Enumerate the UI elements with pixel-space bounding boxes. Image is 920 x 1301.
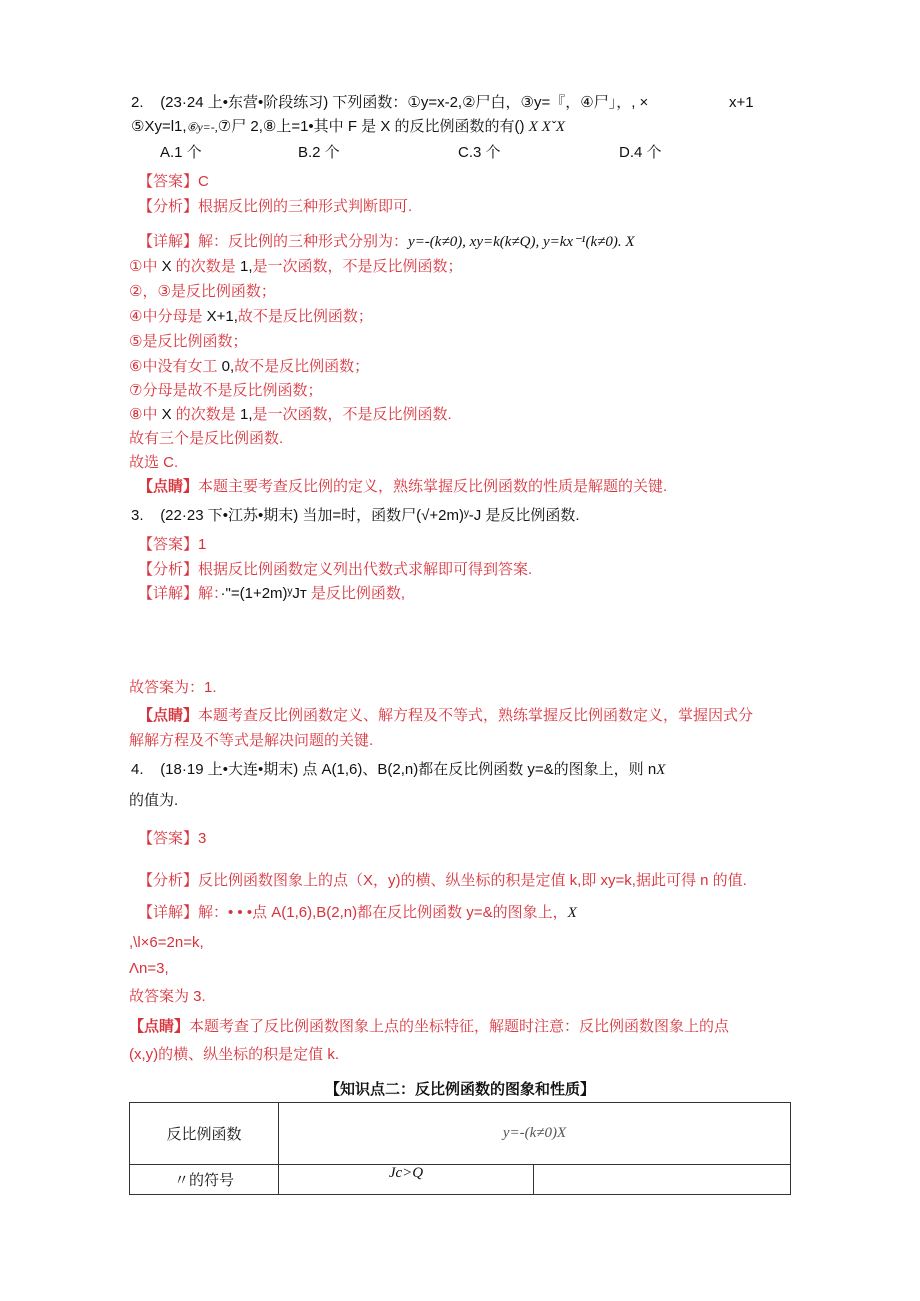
table-row (130, 1165, 791, 1195)
comment-text: 本题考查了反比例函数图象上点的坐标特征，解题时注意：反比例函数图象上的点 (189, 1018, 730, 1035)
detail-math: ·"=(1+2m)ʸJт (220, 585, 307, 602)
q4-number: 4. (131, 761, 144, 778)
step-text: 故不是反比例函数； (237, 308, 373, 325)
analysis-text: 反比例函数图象上的点（X，y)的横、纵坐标的积是定值 k,即 xy=k,据此可得 n 的值. (198, 872, 747, 889)
step-text: ②，③是反比例函数； (129, 283, 276, 300)
step-text: 1, (239, 406, 253, 423)
step-text: ⑦分母是故不是反比例函数； (129, 382, 323, 399)
step-text: C. (163, 454, 179, 471)
step-text: 是一次函数，不是反比例函数. (252, 406, 452, 423)
q3-stem-text: (22·23 下•江苏•期末) 当加=时，函数尸(√+2m)ʸ-J 是反比例函数. (160, 507, 580, 524)
q2-stem-line1 (131, 93, 648, 113)
q4-comment-cont: (x,y)的横、纵坐标的积是定值 k. (129, 1046, 339, 1063)
q4-step: Λn=3, (129, 960, 169, 977)
q2-step (129, 257, 463, 277)
table-cell-label: 反比例函数 (130, 1103, 279, 1165)
q2-number: 2. (131, 94, 144, 111)
q4-detail (138, 903, 577, 923)
q3-answer (138, 535, 206, 555)
step-text: 的次数是 (171, 258, 240, 275)
q3-number: 3. (131, 507, 144, 524)
step-text: 是一次函数，不是反比例函数； (252, 258, 463, 275)
option-c: C.3 个 (458, 144, 501, 161)
q2-stem1: (23·24 上•东营•阶段练习) 下列函数：①y=x-2,②尸白，③y=『，④尸」，, × (160, 94, 649, 111)
properties-table (129, 1102, 791, 1195)
analysis-label: 【分析】 (138, 198, 199, 215)
detail-text: 解：反比例的三种形式分别为： (198, 233, 409, 250)
step-text: 故选 (129, 454, 164, 471)
q4-stem-math: X (656, 762, 666, 778)
option-d: D.4 个 (619, 144, 662, 161)
q2-stem2-math: ⑥y=-, (186, 120, 218, 134)
q3-detail (138, 584, 405, 604)
step-text: 0, (221, 358, 235, 375)
q2-step (129, 332, 247, 352)
q2-step (129, 307, 373, 327)
detail-label: 【详解】 (138, 585, 199, 602)
comment-text: 本题考查反比例函数定义、解方程及不等式，熟练掌握反比例函数定义，掌握因式分 (198, 707, 754, 724)
q4-stem (131, 760, 665, 780)
q4-stem-text: (18·19 上•大连•期末) 点 A(1,6)、B(2,n)都在反比例函数 y=&的图象上，则 n (160, 761, 657, 778)
table-cell-formula: y=-(k≠0)X (279, 1103, 791, 1165)
answer-value: 3 (198, 830, 207, 847)
q2-stem2-rest: ⑦尸 2,⑧上=1•其中 F 是 X 的反比例函数的有() (217, 118, 525, 135)
q2-step (129, 429, 283, 449)
detail-label: 【详解】 (138, 904, 199, 921)
comment-label: 【点睛】 (138, 707, 199, 724)
q2-stem2: ⑤Xy=l1, (131, 118, 187, 135)
q2-comment (138, 477, 667, 497)
q2-analysis (138, 197, 412, 217)
table-cell-value: Jc>Q (279, 1165, 534, 1195)
q3-analysis (138, 560, 532, 580)
q2-answer (138, 172, 209, 192)
detail-math: y=-(k≠0), xy=k(k≠Q), y=kx⁻¹(k≠0). X (408, 234, 635, 250)
table-row (130, 1103, 791, 1165)
detail-math: X (567, 905, 577, 921)
step-text: X+1, (206, 308, 238, 325)
step-text: ④中分母是 (129, 308, 207, 325)
q4-analysis (138, 871, 747, 891)
q3-conclusion: 故答案为：1. (129, 679, 217, 696)
detail-text: 解： (198, 585, 221, 602)
analysis-text: 根据反比例的三种形式判断即可. (198, 198, 413, 215)
step-text: ①中 (129, 258, 162, 275)
option-a: A.1 个 (160, 144, 202, 161)
detail-text: 是反比例函数, (306, 585, 406, 602)
step-text: 的次数是 (171, 406, 240, 423)
q2-step (129, 405, 452, 425)
detail-text: 解：• • •点 A(1,6),B(2,n)都在反比例函数 y=&的图象上， (198, 904, 568, 921)
section-heading: 【知识点二：反比例函数的图象和性质】 (324, 1081, 595, 1098)
step-text: X (161, 406, 172, 423)
q2-stem-line2 (131, 117, 565, 137)
q4-step: 故答案为 3. (129, 988, 206, 1005)
q2-step (129, 282, 276, 302)
table-cell-label: 〃的符号 (130, 1165, 279, 1195)
q2-step (129, 357, 369, 377)
q2-detail (138, 232, 635, 252)
q4-step: ,\l×6=2n=k, (129, 934, 204, 951)
q4-answer (138, 829, 206, 849)
q2-stem2-math-tail: X XˇX (528, 119, 565, 135)
answer-label: 【答案】 (138, 830, 199, 847)
detail-label: 【详解】 (138, 233, 199, 250)
q2-step (129, 453, 178, 473)
q2-stem1-tail: x+1 (729, 94, 754, 111)
q3-comment-cont: 解解方程及不等式是解决问题的关键. (129, 732, 374, 749)
step-text: 1, (239, 258, 253, 275)
answer-value: C (198, 173, 209, 190)
q4-stem-cont: 的值为. (129, 792, 179, 809)
q3-stem (131, 506, 580, 526)
comment-label: 【点睛】 (129, 1018, 190, 1035)
step-text: ⑧中 (129, 406, 162, 423)
step-text: 故有三个是反比例函数. (129, 430, 284, 447)
step-text: ⑤是反比例函数； (129, 333, 248, 350)
comment-label: 【点睛】 (138, 478, 199, 495)
step-text: X (161, 258, 172, 275)
step-text: 故不是反比例函数； (234, 358, 370, 375)
comment-text: 本题主要考查反比例的定义，熟练掌握反比例函数的性质是解题的关键. (198, 478, 668, 495)
q3-comment (138, 706, 753, 726)
answer-value: 1 (198, 536, 207, 553)
table-cell-value (534, 1165, 791, 1195)
step-text: ⑥中没有女工 (129, 358, 222, 375)
answer-label: 【答案】 (138, 173, 199, 190)
analysis-text: 根据反比例函数定义列出代数式求解即可得到答案. (198, 561, 533, 578)
answer-label: 【答案】 (138, 536, 199, 553)
analysis-label: 【分析】 (138, 561, 199, 578)
q2-step (129, 381, 322, 401)
q4-comment (129, 1017, 729, 1037)
analysis-label: 【分析】 (138, 872, 199, 889)
option-b: B.2 个 (298, 144, 340, 161)
